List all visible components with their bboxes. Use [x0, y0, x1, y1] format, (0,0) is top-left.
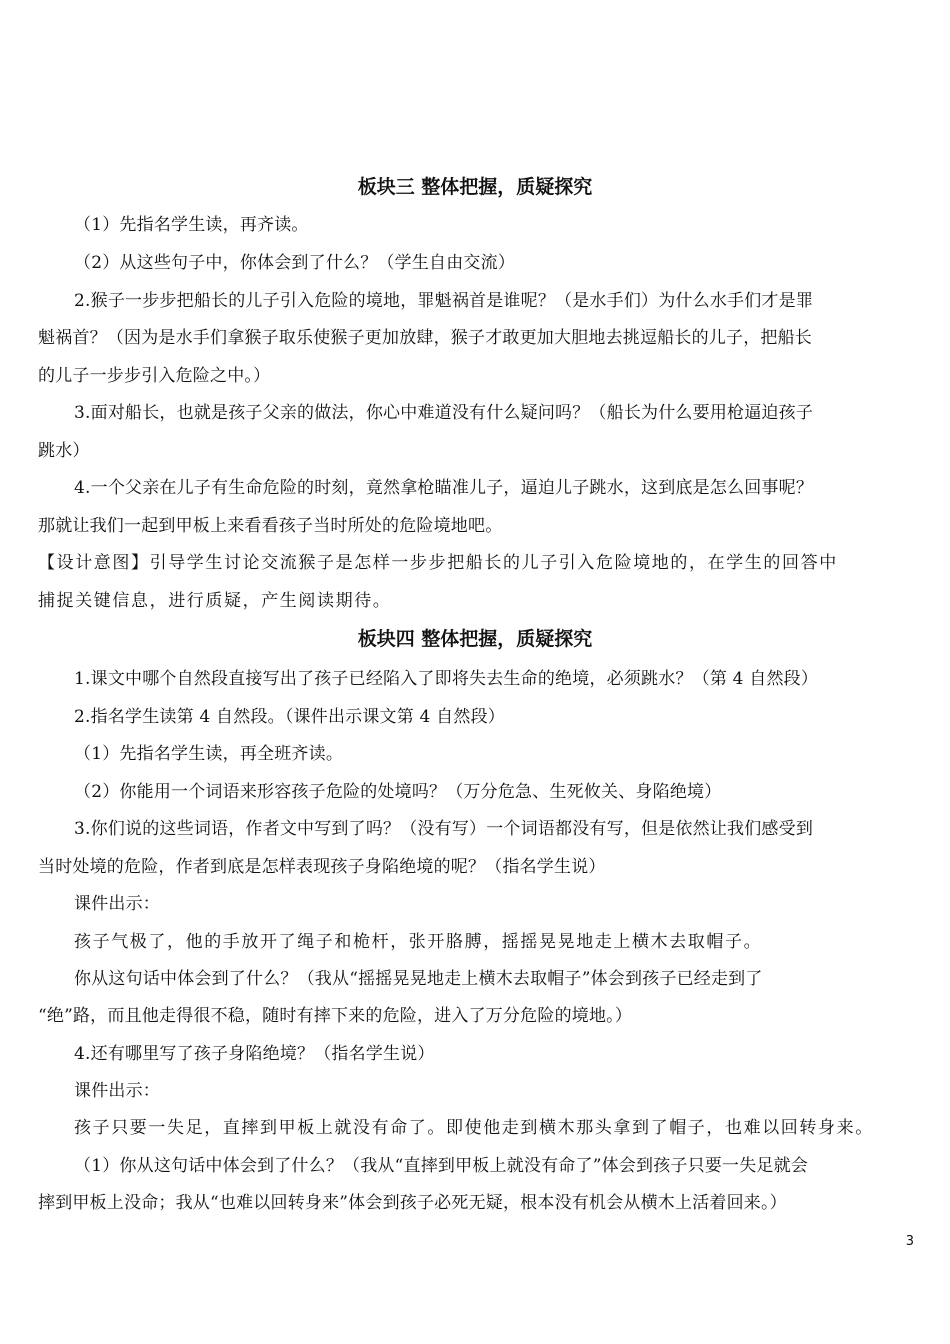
page-number: 3: [905, 1234, 914, 1249]
section3-heading: 板块三 整体把握，质疑探究: [357, 176, 593, 198]
text-line: （1）你从这句话中体会到了什么？（我从“直摔到甲板上就没有命了”体会到孩子只要一失足就会: [74, 1156, 808, 1176]
text-line: 4.还有哪里写了孩子身陷绝境？（指名学生说）: [74, 1044, 435, 1064]
text-line: （1）先指名学生读，再齐读。: [74, 215, 309, 235]
text-line: 1.课文中哪个自然段直接写出了孩子已经陷入了即将失去生命的绝境，必须跳水？（第 4 自然段）: [74, 669, 819, 689]
courseware-quote: 孩子气极了，他的手放开了绳子和桅杆，张开胳膊，摇摇晃晃地走上横木去取帽子。: [74, 932, 763, 952]
section4-heading: 板块四 整体把握，质疑探究: [357, 628, 593, 650]
courseware-quote: 孩子只要一失足，直摔到甲板上就没有命了。即使他走到横木那头拿到了帽子，也难以回转身来。: [74, 1118, 874, 1138]
design-intent-line: 捕捉关键信息，进行质疑，产生阅读期待。: [38, 591, 392, 611]
text-line: 魁祸首？（因为是水手们拿猴子取乐使猴子更加放肆，猴子才敢更加大胆地去挑逗船长的儿子，把船长: [38, 328, 812, 348]
design-intent-line: 【设计意图】引导学生讨论交流猴子是怎样一步步把船长的儿子引入危险境地的，在学生的回答中: [38, 553, 838, 573]
text-line: 的儿子一步步引入危险之中。）: [38, 366, 271, 386]
text-line: 3.你们说的这些词语，作者文中写到了吗？（没有写）一个词语都没有写，但是依然让我们感受到: [74, 819, 814, 839]
text-line: 4.一个父亲在儿子有生命危险的时刻，竟然拿枪瞄准儿子，逼迫儿子跳水，这到底是怎么回事呢？: [74, 478, 814, 498]
text-line: 那就让我们一起到甲板上来看看孩子当时所处的危险境地吧。: [38, 516, 503, 536]
text-line: 3.面对船长，也就是孩子父亲的做法，你心中难道没有什么疑问吗？（船长为什么要用枪逼迫孩子: [74, 403, 814, 423]
text-line: （2）从这些句子中，你体会到了什么？（学生自由交流）: [74, 253, 516, 273]
text-line: 2.猴子一步步把船长的儿子引入危险的境地，罪魁祸首是谁呢？（是水手们）为什么水手们才是罪: [74, 291, 814, 311]
text-line: “绝”路，而且他走得很不稳，随时有摔下来的危险，进入了万分危险的境地。）: [38, 1006, 633, 1026]
text-line: 课件出示：: [74, 1081, 160, 1101]
text-line: （2）你能用一个词语来形容孩子危险的处境吗？（万分危急、生死攸关、身陷绝境）: [74, 782, 722, 802]
text-line: 摔到甲板上没命；我从“也难以回转身来”体会到孩子必死无疑，根本没有机会从横木上活着回来。）: [38, 1193, 787, 1213]
text-line: 课件出示：: [74, 894, 160, 914]
text-line: 2.指名学生读第 4 自然段。（课件出示课文第 4 自然段）: [74, 707, 505, 727]
text-line: （1）先指名学生读，再全班齐读。: [74, 744, 344, 764]
text-line: 你从这句话中体会到了什么？（我从“摇摇晃晃地走上横木去取帽子”体会到孩子已经走到了: [74, 969, 763, 989]
text-line: 跳水）: [38, 441, 90, 461]
text-line: 当时处境的危险，作者到底是怎样表现孩子身陷绝境的呢？（指名学生说）: [38, 857, 606, 877]
